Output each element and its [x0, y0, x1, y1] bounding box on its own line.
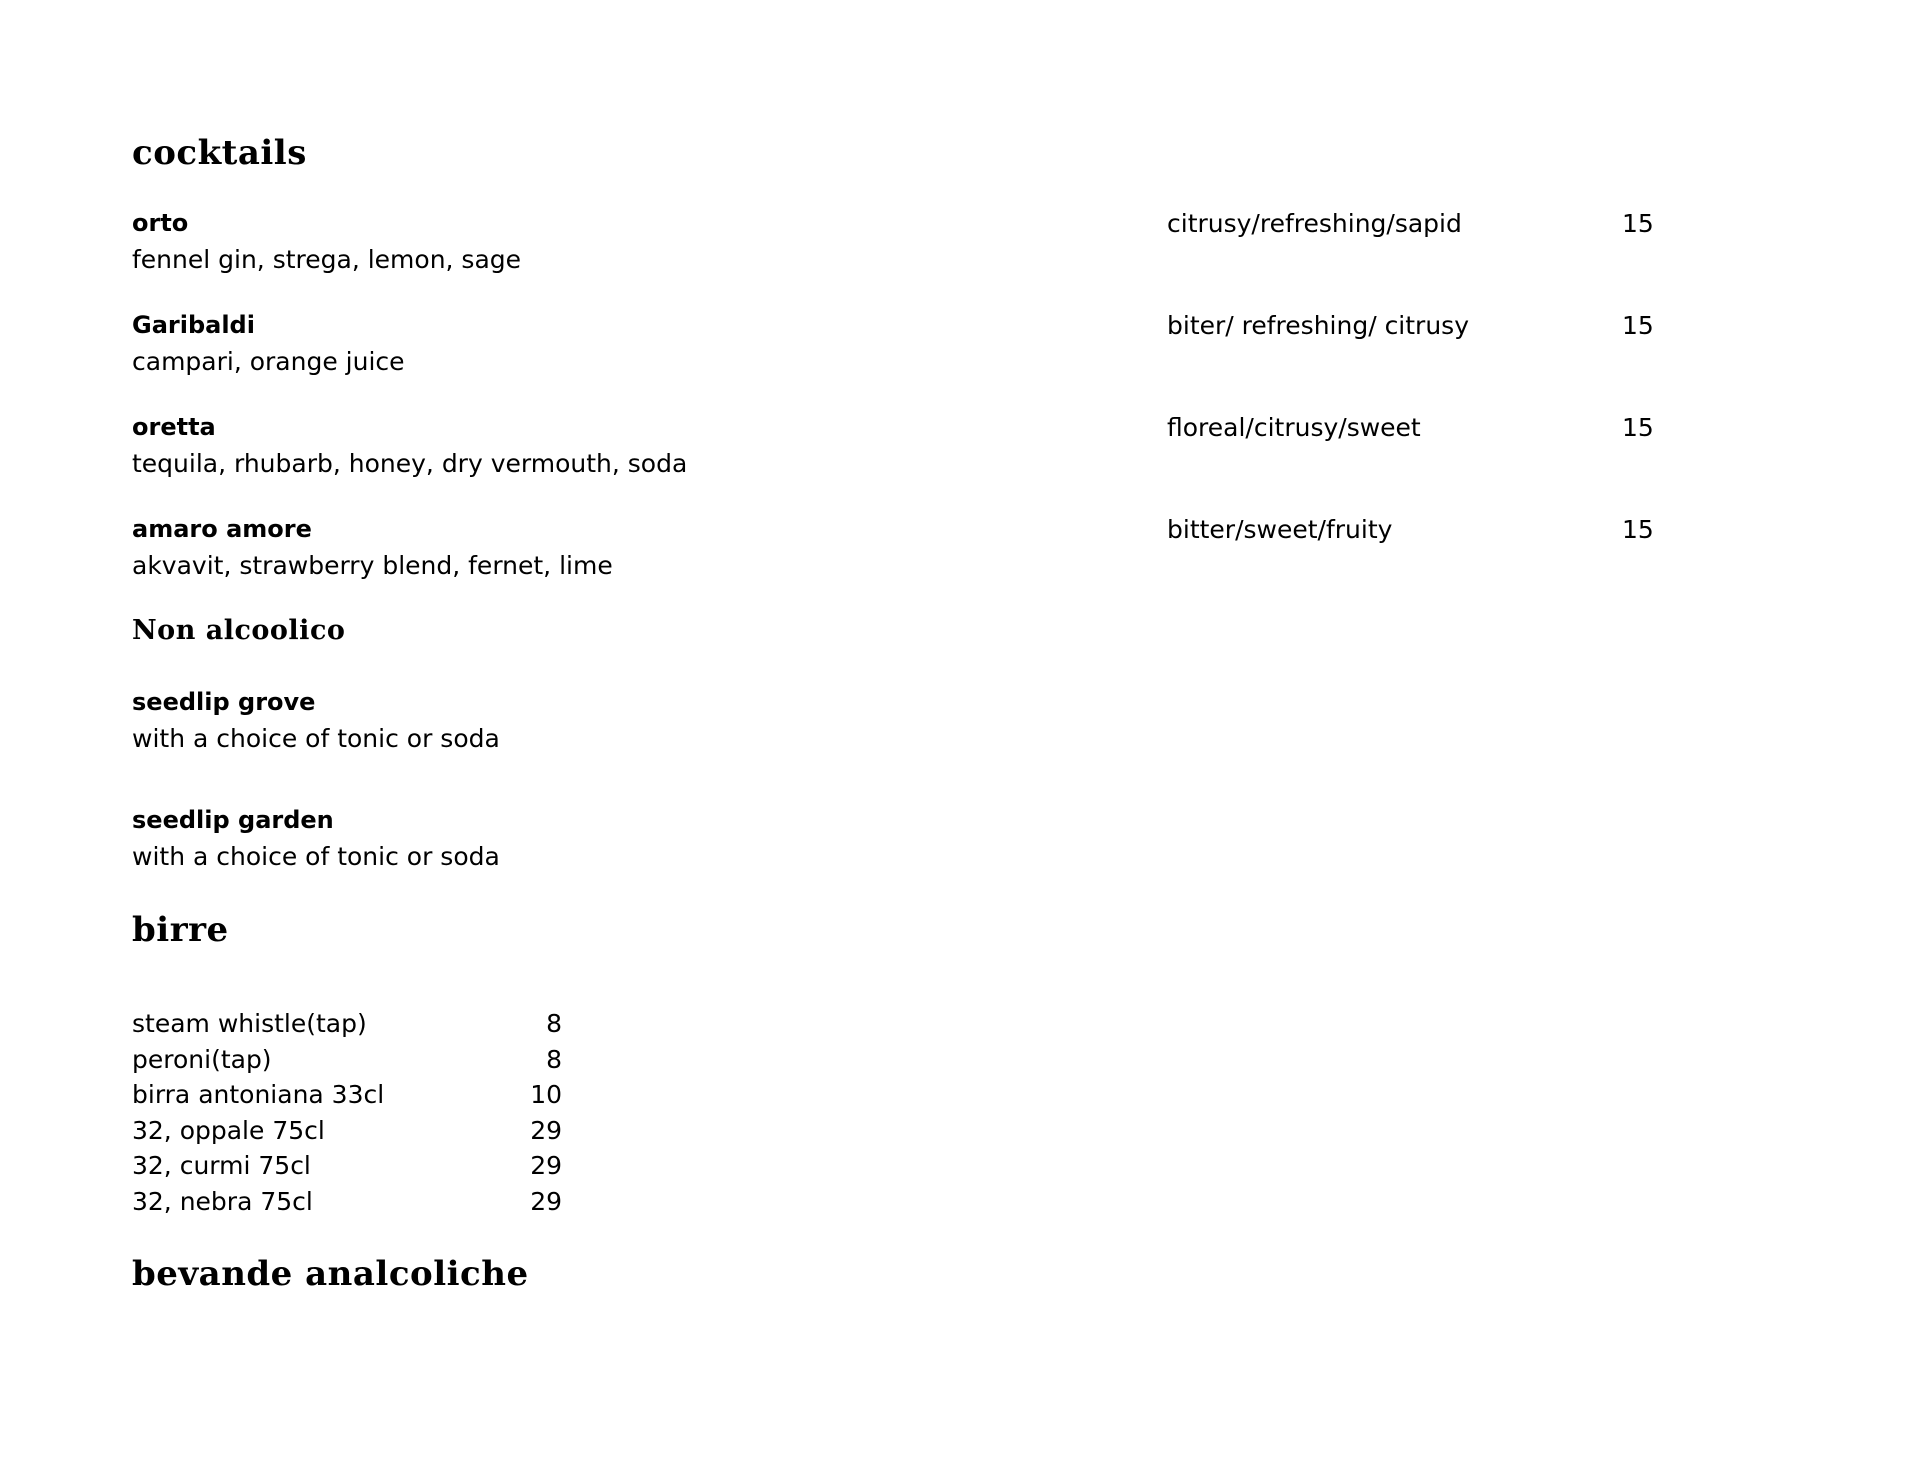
cocktail-ingredients: fennel gin, strega, lemon, sage	[132, 245, 522, 274]
soft-drinks-heading: bevande analcoliche	[132, 1254, 529, 1294]
cocktail-price: 15	[1622, 311, 1654, 340]
beer-price: 29	[530, 1115, 562, 1145]
beer-row	[132, 1045, 562, 1081]
beer-row	[132, 1009, 562, 1045]
beer-name: steam whistle(tap)	[132, 1009, 367, 1038]
beer-price: 8	[546, 1044, 562, 1074]
cocktail-item	[132, 413, 1732, 493]
beer-row	[132, 1187, 562, 1223]
cocktail-price: 15	[1622, 413, 1654, 442]
cocktail-flavor-profile: biter/ refreshing/ citrusy	[1167, 311, 1470, 340]
beer-price: 10	[530, 1080, 562, 1110]
cocktail-item	[132, 515, 1732, 595]
drink-name: seedlip garden	[132, 806, 334, 834]
beer-name: 32, curmi 75cl	[132, 1151, 311, 1181]
beers-heading: birre	[132, 910, 229, 950]
beer-name: peroni(tap)	[132, 1044, 272, 1074]
beer-name: 32, nebra 75cl	[132, 1186, 313, 1216]
cocktail-price: 15	[1622, 515, 1654, 544]
cocktail-name: Garibaldi	[132, 311, 255, 339]
cocktail-item	[132, 209, 1732, 289]
cocktail-ingredients: akvavit, strawberry blend, fernet, lime	[132, 551, 613, 580]
drink-description: with a choice of tonic or soda	[132, 724, 500, 753]
beer-row	[132, 1151, 562, 1187]
beer-price: 29	[530, 1186, 562, 1216]
drink-name: seedlip grove	[132, 688, 316, 716]
cocktail-price: 15	[1622, 209, 1654, 238]
cocktail-flavor-profile: citrusy/refreshing/sapid	[1167, 209, 1462, 238]
beer-name: birra antoniana 33cl	[132, 1080, 385, 1110]
cocktail-flavor-profile: bitter/sweet/fruity	[1167, 515, 1393, 544]
beer-row	[132, 1116, 562, 1152]
cocktail-name: amaro amore	[132, 515, 312, 543]
cocktail-ingredients: campari, orange juice	[132, 347, 405, 376]
beer-price: 8	[546, 1009, 562, 1038]
drink-description: with a choice of tonic or soda	[132, 842, 500, 871]
non-alcoholic-item	[132, 688, 832, 768]
beer-list	[132, 1009, 562, 1223]
cocktail-name: oretta	[132, 413, 216, 441]
non-alcoholic-item	[132, 806, 832, 886]
cocktail-name: orto	[132, 209, 189, 237]
non-alcoholic-heading: Non alcoolico	[132, 615, 346, 646]
cocktails-heading: cocktails	[132, 133, 307, 173]
beer-name: 32, oppale 75cl	[132, 1115, 325, 1145]
beer-price: 29	[530, 1151, 562, 1181]
beer-row	[132, 1080, 562, 1116]
cocktail-flavor-profile: floreal/citrusy/sweet	[1167, 413, 1421, 442]
cocktail-item	[132, 311, 1732, 391]
cocktail-ingredients: tequila, rhubarb, honey, dry vermouth, soda	[132, 449, 688, 478]
